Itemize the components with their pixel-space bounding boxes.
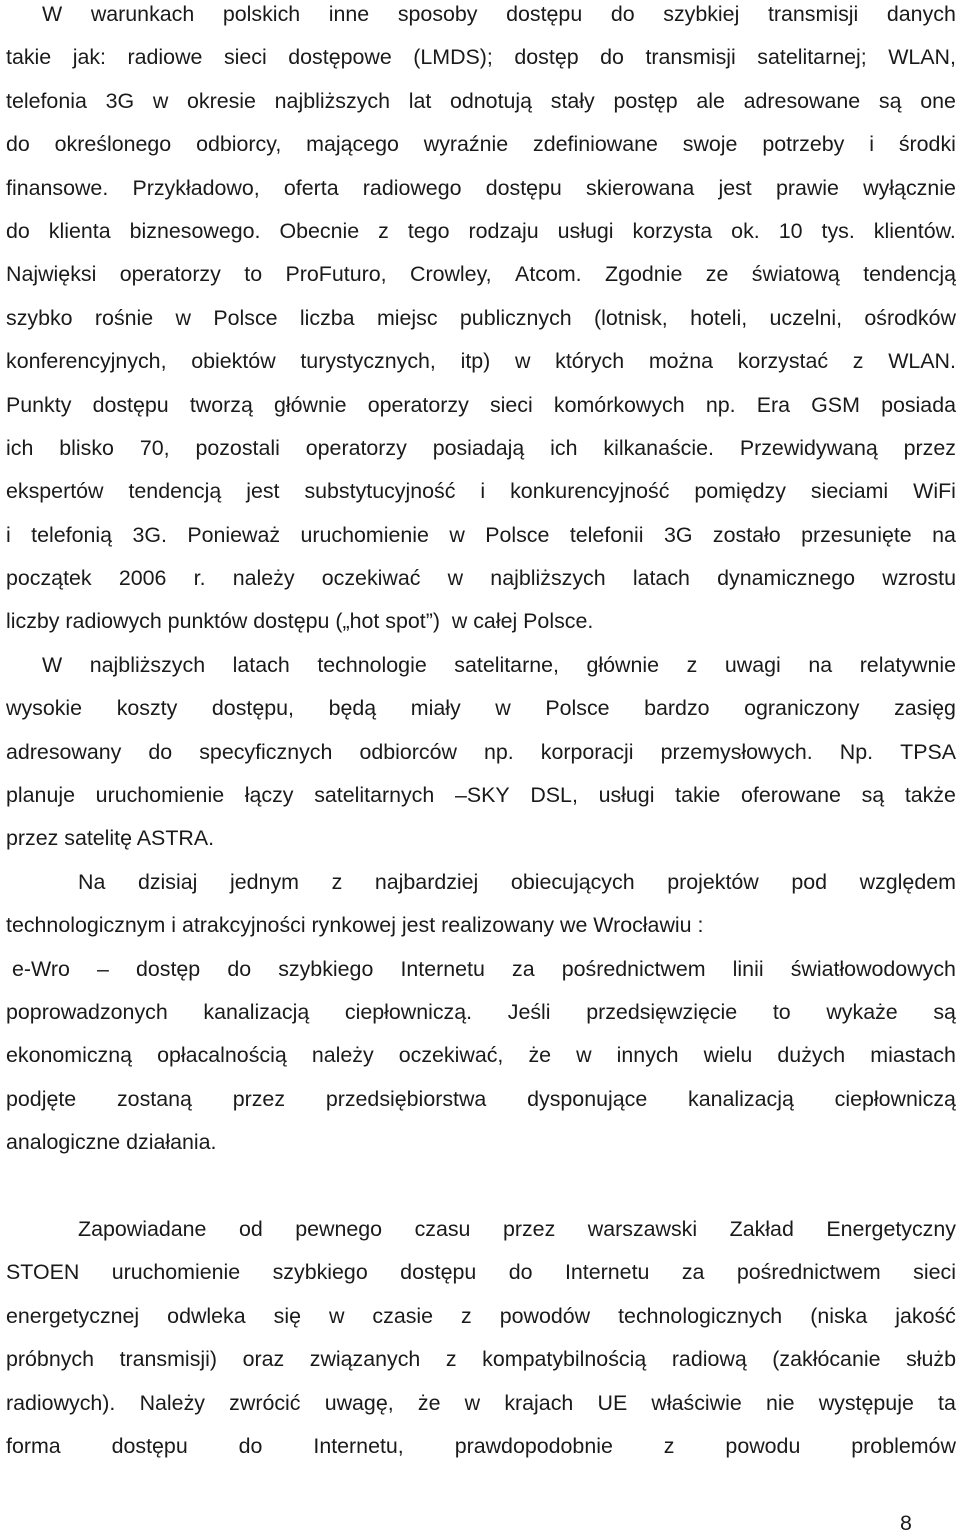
- text-line: przez satelitę ASTRA.: [6, 826, 215, 851]
- text-line: próbnych transmisji) oraz związanych z kompatybilnością radiową (zakłócanie służb: [6, 1347, 956, 1372]
- text-line: ekspertów tendencją jest substytucyjność i konkurencyjność pomiędzy sieciami WiFi: [6, 479, 956, 504]
- text-line: W warunkach polskich inne sposoby dostępu do szybkiej transmisji danych: [42, 2, 956, 26]
- text-line: adresowany do specyficznych odbiorców np. korporacji przemysłowych. Np. TPSA: [6, 739, 956, 764]
- text-line: początek 2006 r. należy oczekiwać w najbliższych latach dynamicznego wzrostu: [6, 566, 956, 591]
- text-line: Punkty dostępu tworzą głównie operatorzy sieci komórkowych np. Era GSM posiada: [6, 392, 956, 417]
- text-line: takie jak: radiowe sieci dostępowe (LMDS); dostęp do transmisji satelitarnej; WLAN,: [6, 45, 956, 70]
- text-line: poprowadzonych kanalizacją ciepłowniczą. Jeśli przedsięwzięcie to wykaże są: [6, 999, 956, 1024]
- text-line: planuje uruchomienie łączy satelitarnych –SKY DSL, usługi takie oferowane są także: [6, 783, 956, 808]
- text-line: radiowych). Należy zwrócić uwagę, że w krajach UE właściwie nie występuje ta: [6, 1390, 956, 1415]
- text-line: ich blisko 70, pozostali operatorzy posiadają ich kilkanaście. Przewidywaną przez: [6, 435, 956, 460]
- text-line: Na dzisiaj jednym z najbardziej obiecujących projektów pod względem: [78, 869, 956, 894]
- text-line: STOEN uruchomienie szybkiego dostępu do Internetu za pośrednictwem sieci: [6, 1260, 956, 1285]
- text-line: do klienta biznesowego. Obecnie z tego rodzaju usługi korzysta ok. 10 tys. klientów.: [6, 218, 956, 243]
- text-line: szybko rośnie w Polsce liczba miejsc publicznych (lotnisk, hoteli, uczelni, ośrodków: [6, 305, 956, 330]
- text-line: finansowe. Przykładowo, oferta radiowego dostępu skierowana jest prawie wyłącznie: [6, 175, 956, 200]
- text-line: ekonomiczną opłacalnością należy oczekiwać, że w innych wielu dużych miastach: [6, 1043, 956, 1068]
- blank-line: [6, 1165, 956, 1208]
- text-line: wysokie koszty dostępu, będą miały w Polsce bardzo ograniczony zasięg: [6, 696, 956, 721]
- text-line: e-Wro – dostęp do szybkiego Internetu za pośrednictwem linii światłowodowych: [12, 956, 956, 981]
- text-line: do określonego odbiorcy, mającego wyraźnie zdefiniowane swoje potrzeby i środki: [6, 132, 956, 157]
- text-line: technologicznym i atrakcyjności rynkowej jest realizowany we Wrocławiu :: [6, 913, 704, 938]
- text-line: Najwięksi operatorzy to ProFuturo, Crowley, Atcom. Zgodnie ze światową tendencją: [6, 262, 956, 287]
- text-line: Zapowiadane od pewnego czasu przez warszawski Zakład Energetyczny: [78, 1216, 956, 1241]
- text-line: forma dostępu do Internetu, prawdopodobnie z powodu problemów: [6, 1433, 956, 1458]
- body-text: [6, 0, 956, 1468]
- text-line: liczby radiowych punktów dostępu („hot spot”) w całej Polsce.: [6, 609, 594, 634]
- text-line: konferencyjnych, obiektów turystycznych, itp) w których można korzystać z WLAN.: [6, 349, 956, 374]
- text-line: telefonia 3G w okresie najbliższych lat odnotują stały postęp ale adresowane są one: [6, 88, 956, 113]
- text-line: i telefonią 3G. Ponieważ uruchomienie w Polsce telefonii 3G zostało przesunięte na: [6, 522, 956, 547]
- text-line: energetycznej odwleka się w czasie z powodów technologicznych (niska jakość: [6, 1303, 956, 1328]
- text-line: analogiczne działania.: [6, 1130, 217, 1155]
- page-number: 8: [900, 1511, 912, 1535]
- text-line: podjęte zostaną przez przedsiębiorstwa dysponujące kanalizacją ciepłowniczą: [6, 1086, 956, 1111]
- text-line: W najbliższych latach technologie satelitarne, głównie z uwagi na relatywnie: [42, 652, 956, 677]
